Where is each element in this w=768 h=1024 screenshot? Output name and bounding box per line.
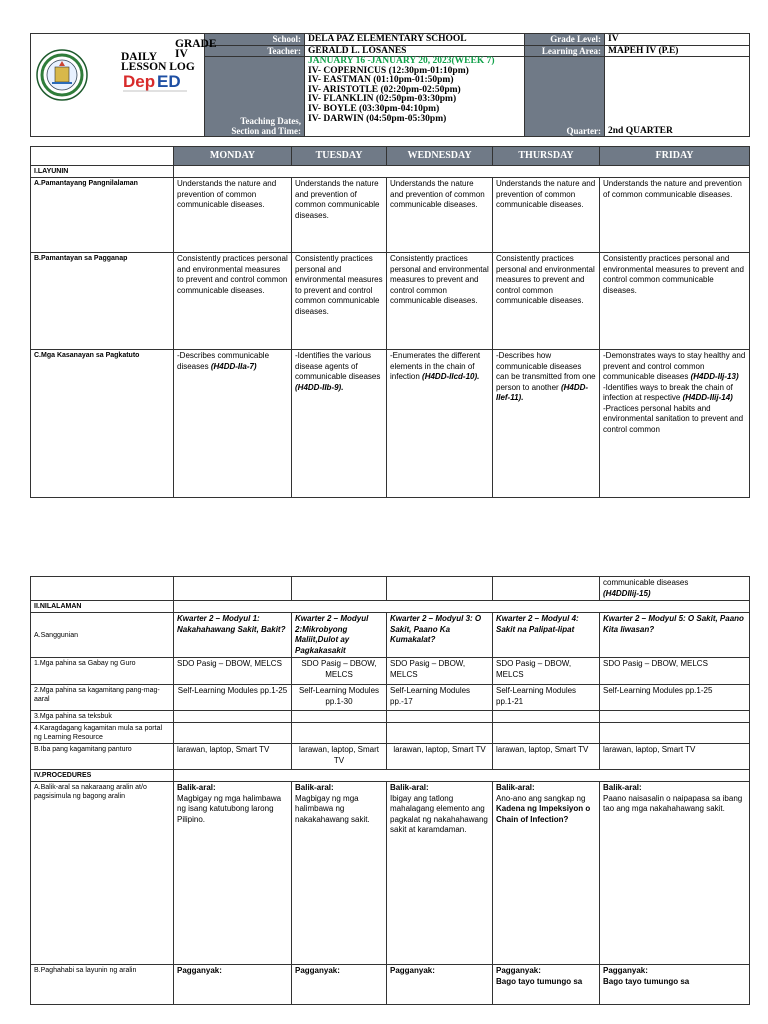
blank-cell [600, 723, 750, 744]
cell-module-wednesday: Kwarter 2 – Modyul 3: O Sakit, Paano Ka Kumakalat? [387, 613, 493, 658]
teacher-value: GERALD L. LOSANES [305, 46, 525, 57]
blank-cell [292, 577, 387, 601]
cell-learner-materials: Self-Learning Modules pp.1-30 [292, 685, 387, 711]
cell-learner-materials: Self-Learning Modules pp.1-25 [174, 685, 292, 711]
row-label-review: A.Balik-aral sa nakaraang aralin at/o pagsisimula ng bagong aralin [31, 782, 174, 965]
row-label-learner-materials: 2.Mga pahina sa kagamitang pang-mag-aaral [31, 685, 174, 711]
blank-cell [174, 723, 292, 744]
cell-teacher-guide: SDO Pasig – DBOW, MELCS [387, 658, 493, 685]
cell-module-thursday: Kwarter 2 – Modyul 4: Sakit na Palipat-lipat [493, 613, 600, 658]
row-label-purpose: B.Paghahabi sa layunin ng aralin [31, 965, 174, 1005]
grade-level-value: IV [605, 34, 750, 46]
motivation-heading: Pagganyak: [177, 966, 222, 975]
cell-other-materials: larawan, laptop, Smart TV [387, 744, 493, 770]
day-header-tuesday: TUESDAY [292, 147, 387, 166]
section-title-layunin: I.LAYUNIN [31, 166, 174, 178]
cell-module-friday: Kwarter 2 – Modyul 5: O Sakit, Paano Kita Iiwasan? [600, 613, 750, 658]
motivation-heading: Pagganyak: [603, 966, 648, 975]
cell-module-monday: Kwarter 2 – Modyul 1: Nakahahawang Sakit, Bakit? [174, 613, 292, 658]
day-header-wednesday: WEDNESDAY [387, 147, 493, 166]
teaching-dates-label-1: Teaching Dates, [240, 116, 301, 126]
cell-learner-materials: Self-Learning Modules pp.1-25 [600, 685, 750, 711]
cell-other-materials: larawan, laptop, Smart TV [493, 744, 600, 770]
competency-code: (H4DD-IIcd-10). [422, 372, 480, 381]
cell-content-standard: Understands the nature and prevention of common communicable diseases. [174, 178, 292, 253]
section-title-fill [174, 601, 750, 613]
day-header-friday: FRIDAY [600, 147, 750, 166]
competency-code: (H4DD-IIef-11). [496, 382, 589, 402]
cell-motivation-wednesday [387, 965, 493, 1005]
cell-content-standard: Understands the nature and prevention of common communicable diseases. [387, 178, 493, 253]
motivation-text: Bago tayo tumungo sa [603, 976, 690, 986]
school-label: School: [205, 34, 305, 46]
cell-performance-standard: Consistently practices personal and environmental measures to prevent and control common communicable diseases. [600, 253, 750, 350]
motivation-heading: Pagganyak: [390, 966, 435, 975]
cell-review-tuesday [292, 782, 387, 965]
competency-text: -Describes how communicable diseases can be transmitted from one person to another [496, 351, 596, 392]
cell-review-monday [174, 782, 292, 965]
week-dates: JANUARY 16 -JANUARY 20, 2023(WEEK 7) [308, 56, 495, 66]
cell-review-friday [600, 782, 750, 965]
blank-cell [387, 723, 493, 744]
cell-review-wednesday [387, 782, 493, 965]
row-label-textbook: 3.Mga pahina sa teksbuk [31, 711, 174, 723]
competency-code: (H4DDIIij-15) [603, 588, 651, 598]
learning-area-value: MAPEH IV (P.E) [605, 46, 750, 57]
section-time: IV- BOYLE (03:30pm-04:10pm) [308, 103, 440, 114]
quarter-label: Quarter: [525, 57, 605, 137]
teacher-label: Teacher: [205, 46, 305, 57]
blank-cell [493, 711, 600, 723]
page-1 [0, 0, 768, 510]
competency-text: -Identifies the various disease agents of communicable diseases [295, 351, 381, 381]
cell-learner-materials: Self-Learning Modules pp.1-21 [493, 685, 600, 711]
blank-cell [387, 577, 493, 601]
competency-text: -Demonstrates ways to stay healthy and prevent and control common communicable diseases [603, 351, 746, 381]
competency-code: (H4DD-IIij-14) [682, 393, 733, 402]
section-title-fill [174, 166, 750, 178]
cell-teacher-guide: SDO Pasig – DBOW, MELCS [292, 658, 387, 685]
blank-cell [174, 577, 292, 601]
grade-level-label: Grade Level: [525, 34, 605, 46]
lesson-table-1 [30, 146, 750, 498]
cell-performance-standard: Consistently practices personal and environmental measures to prevent and control common communicable diseases. [387, 253, 493, 350]
lesson-table-2 [30, 576, 750, 1005]
competency-code: (H4DD-IIj-13) [690, 372, 739, 381]
cell-teacher-guide: SDO Pasig – DBOW, MELCS [600, 658, 750, 685]
svg-text:Dep: Dep [123, 72, 156, 91]
row-label-performance-standard: B.Pamantayan sa Pagganap [31, 253, 174, 350]
review-heading: Balik-aral: [390, 783, 429, 792]
cell-content-standard: Understands the nature and prevention of common communicable diseases. [292, 178, 387, 253]
svg-text:ED: ED [157, 72, 181, 91]
cell-competency-tuesday [292, 350, 387, 498]
blank-cell [292, 711, 387, 723]
review-heading: Balik-aral: [603, 783, 642, 792]
review-text: Paano naisasalin o naipapasa sa ibang tao ang mga nakahahawang sakit. [603, 793, 743, 813]
cell-module-tuesday: Kwarter 2 – Modyul 2:Mikrobyong Maliit,Dulot ay Pagkakasakit [292, 613, 387, 658]
blank-cell [493, 577, 600, 601]
cell-motivation-thursday [493, 965, 600, 1005]
cell-competency-friday-cont [600, 577, 750, 601]
teaching-dates-label-2: Section and Time: [231, 126, 301, 136]
lesson-log-title: DAILY LESSON LOG [121, 51, 195, 73]
section-time: IV- EASTMAN (01:10pm-01:50pm) [308, 75, 454, 86]
row-label-references: A.Sanggunian [31, 613, 174, 658]
blank-cell [493, 723, 600, 744]
section-title-procedures: IV.PROCEDURES [31, 770, 174, 782]
cell-teacher-guide: SDO Pasig – DBOW, MELCS [174, 658, 292, 685]
competency-text: -Practices personal habits and environmental sanitation to prevent and control common [603, 403, 744, 434]
cell-learner-materials: Self-Learning Modules pp.-17 [387, 685, 493, 711]
row-label-competencies: C.Mga Kasanayan sa Pagkatuto [31, 350, 174, 498]
cell-motivation-monday [174, 965, 292, 1005]
competency-text: -Identifies ways to break the chain of infection at respective [603, 382, 733, 402]
cell-teacher-guide: SDO Pasig – DBOW, MELCS [493, 658, 600, 685]
review-text-bold: Kadena ng Impeksiyon o Chain of Infection? [496, 804, 591, 824]
section-title-fill [174, 770, 750, 782]
cell-motivation-friday [600, 965, 750, 1005]
blank-cell [292, 723, 387, 744]
cell-review-thursday [493, 782, 600, 965]
cell-competency-wednesday [387, 350, 493, 498]
motivation-text: Bago tayo tumungo sa [496, 976, 583, 986]
review-text: Magbigay ng mga halimbawa ng isang katutubong larong Pilipino. [177, 793, 282, 824]
row-label-lr-portal: 4.Karagdagang kagamitan mula sa portal ng Learning Resource [31, 723, 174, 744]
cell-motivation-tuesday [292, 965, 387, 1005]
cell-other-materials: larawan, laptop, Smart TV [600, 744, 750, 770]
competency-text: -Describes communicable diseases [177, 351, 270, 371]
quarter-value: 2nd QUARTER [605, 57, 750, 137]
school-seal-icon [36, 49, 88, 101]
blank-cell [31, 577, 174, 601]
cell-content-standard: Understands the nature and prevention of common communicable diseases. [493, 178, 600, 253]
learning-area-label: Learning Area: [525, 46, 605, 57]
review-heading: Balik-aral: [177, 783, 216, 792]
day-header-blank [31, 147, 174, 166]
review-heading: Balik-aral: [496, 783, 535, 792]
row-label-other-materials: B.Iba pang kagamitang panturo [31, 744, 174, 770]
teaching-dates-label [205, 57, 305, 137]
section-time: IV- FLANKLIN (02:50pm-03:30pm) [308, 94, 457, 105]
review-text: Ano-ano ang sangkap ng [496, 793, 586, 803]
cell-performance-standard: Consistently practices personal and environmental measures to prevent and control common communicable diseases. [174, 253, 292, 350]
schedule-cell [305, 57, 525, 137]
cell-performance-standard: Consistently practices personal and environmental measures to prevent and control common communicable diseases. [292, 253, 387, 350]
blank-cell [387, 711, 493, 723]
cell-content-standard: Understands the nature and prevention of common communicable diseases. [600, 178, 750, 253]
cell-competency-thursday [493, 350, 600, 498]
blank-cell [600, 711, 750, 723]
motivation-heading: Pagganyak: [496, 966, 541, 975]
section-time: IV- DARWIN (04:50pm-05:30pm) [308, 113, 447, 124]
cell-competency-friday [600, 350, 750, 498]
section-title-nilalaman: II.NILALAMAN [31, 601, 174, 613]
cell-other-materials: larawan, laptop, Smart TV [174, 744, 292, 770]
blank-cell [174, 711, 292, 723]
review-text: Ibigay ang tatlong mahalagang elemento ang pagkalat ng nakahahawang sakit at karamdaman. [390, 793, 488, 834]
review-text: Magbigay ng mga halimbawa ng nakakahawang sakit. [295, 793, 370, 824]
review-heading: Balik-aral: [295, 783, 334, 792]
section-time: IV- ARISTOTLE (02:20pm-02:50pm) [308, 84, 461, 95]
cell-performance-standard: Consistently practices personal and environmental measures to prevent and control common communicable diseases. [493, 253, 600, 350]
header-logo-cell [31, 34, 217, 137]
row-label-teacher-guide: 1.Mga pahina sa Gabay ng Guro [31, 658, 174, 685]
competency-code: (H4DD-IIb-9). [295, 382, 344, 392]
header-table [30, 33, 750, 137]
competency-code: (H4DD-IIa-7) [210, 361, 257, 371]
cell-competency-monday [174, 350, 292, 498]
school-value: DELA PAZ ELEMENTARY SCHOOL [305, 34, 525, 46]
competency-text: communicable diseases [603, 578, 689, 587]
day-header-thursday: THURSDAY [493, 147, 600, 166]
page-2 [0, 570, 768, 1024]
day-header-monday: MONDAY [174, 147, 292, 166]
competency-text: -Enumerates the different elements in the chain of infection [390, 351, 481, 381]
row-label-content-standard: A.Pamantayang Pangnilalaman [31, 178, 174, 253]
deped-logo-icon [119, 69, 191, 95]
section-time: IV- COPERNICUS (12:30pm-01:10pm) [308, 65, 469, 76]
grade-title: GRADE IV [175, 38, 217, 60]
cell-other-materials: larawan, laptop, Smart TV [292, 744, 387, 770]
motivation-heading: Pagganyak: [295, 966, 340, 975]
